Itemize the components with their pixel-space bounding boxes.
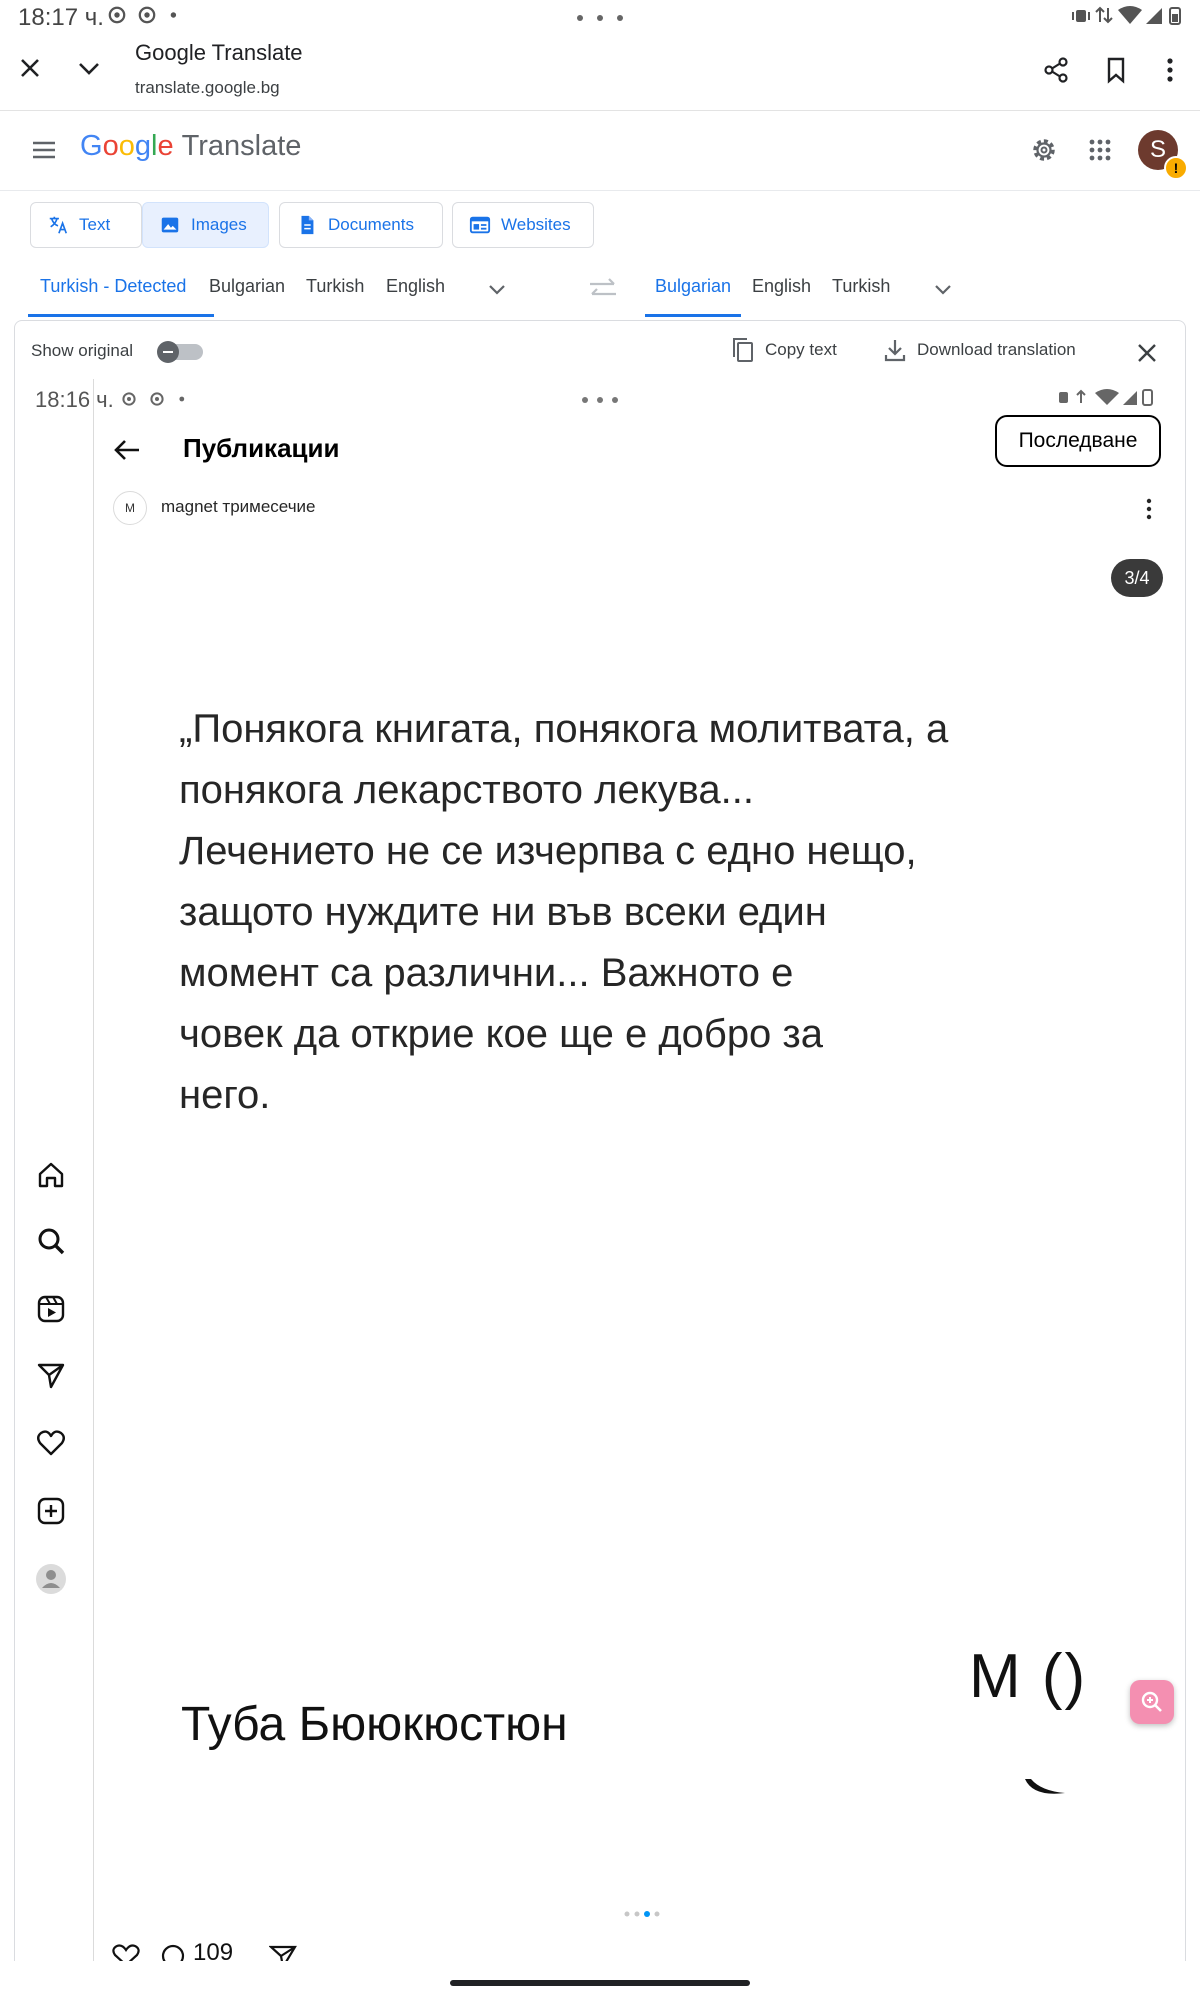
- carousel-dots: [621, 1909, 661, 1919]
- chrome-icon: [149, 391, 165, 407]
- chevron-down-icon[interactable]: [72, 52, 106, 86]
- quote-line: Лечението не се изчерпва с едно нещо,: [179, 829, 917, 873]
- document-icon: [296, 214, 318, 236]
- custom-tab-bar: [0, 34, 1200, 111]
- chrome-icon: [121, 391, 137, 407]
- more-vert-icon[interactable]: [1156, 54, 1184, 86]
- account-warning-badge: !: [1164, 156, 1188, 180]
- dot-icon: [177, 391, 193, 407]
- source-lang-english[interactable]: English: [386, 276, 446, 296]
- search-icon: [35, 1225, 67, 1257]
- image-icon: [159, 214, 181, 236]
- send-icon: [35, 1359, 67, 1391]
- language-bar: [14, 258, 1184, 320]
- mode-images-button[interactable]: [142, 202, 269, 248]
- comment-icon: [159, 1943, 187, 1961]
- copy-text-button[interactable]: [731, 335, 837, 365]
- quote-line: понякога лекарството лекува...: [179, 768, 755, 812]
- inner-sidebar: [15, 379, 94, 1961]
- back-arrow-icon: [111, 433, 145, 467]
- swoosh-mark: [1015, 1775, 1075, 1799]
- download-translation-label: Download translation: [917, 340, 1076, 359]
- more-dots-icon: [576, 14, 624, 22]
- inner-account-logo: M: [113, 491, 147, 525]
- inner-post-actions: [111, 1939, 371, 1961]
- reels-icon: [35, 1293, 67, 1325]
- copy-icon: [731, 337, 755, 363]
- system-status-icons: [1072, 4, 1182, 26]
- swap-languages-icon[interactable]: [586, 274, 620, 304]
- download-icon: [883, 337, 907, 363]
- inner-account-name: magnet тримесечие: [161, 497, 316, 516]
- zoom-lens-button[interactable]: [1130, 1680, 1174, 1724]
- chrome-icon: [138, 6, 156, 24]
- show-original-toggle[interactable]: [157, 341, 205, 363]
- google-translate-logo[interactable]: Google Translate: [80, 130, 302, 162]
- settings-gear-icon[interactable]: [1028, 134, 1060, 166]
- inner-status-icons: [1055, 387, 1155, 407]
- heart-icon: [35, 1427, 67, 1459]
- share-send-icon: [269, 1943, 297, 1961]
- mode-websites-label: Websites: [501, 215, 571, 234]
- inner-slide-counter: 3/4: [1111, 559, 1163, 597]
- translate-icon: [47, 214, 69, 236]
- source-lang-turkish[interactable]: Turkish: [306, 276, 365, 296]
- result-toolbar: [15, 321, 1185, 379]
- bookmark-icon[interactable]: [1100, 54, 1132, 86]
- chrome-icon: [108, 6, 126, 24]
- more-vert-icon: [1145, 497, 1153, 521]
- translate-header: [0, 110, 1200, 191]
- target-lang-indicator: [645, 314, 741, 317]
- inner-quote-author: Туба Бююкюстюн: [181, 1698, 568, 1751]
- quote-line: момент са различни... Важното е: [179, 951, 794, 995]
- source-lang-detected[interactable]: Turkish - Detected: [40, 276, 187, 296]
- close-icon[interactable]: [14, 52, 46, 84]
- download-translation-button[interactable]: [883, 335, 1076, 365]
- mode-documents-label: Documents: [328, 215, 414, 234]
- source-lang-indicator: [28, 314, 214, 317]
- quote-line: него.: [179, 1073, 271, 1117]
- translation-result-panel: [14, 320, 1186, 1961]
- copy-text-label: Copy text: [765, 340, 837, 359]
- home-icon: [35, 1159, 67, 1191]
- status-bar: [0, 0, 1200, 34]
- mode-images-label: Images: [191, 215, 247, 234]
- quote-line: „Понякога книгата, понякога молитвата, а: [179, 707, 949, 751]
- add-icon: [35, 1495, 67, 1527]
- mode-documents-button[interactable]: [279, 202, 443, 248]
- mode-text-button[interactable]: [30, 202, 142, 248]
- account-avatar[interactable]: S: [1138, 130, 1178, 170]
- source-lang-more-chevron-icon[interactable]: [484, 276, 510, 302]
- tab-page-url: translate.google.bg: [135, 78, 280, 97]
- gesture-nav-bar[interactable]: [450, 1980, 750, 1986]
- more-dots-icon: [581, 396, 619, 404]
- quote-line: човек да открие кое ще е добро за: [179, 1012, 824, 1056]
- like-icon: [111, 1943, 141, 1961]
- translated-quote: [179, 699, 1079, 1126]
- target-lang-english[interactable]: English: [752, 276, 812, 296]
- target-lang-turkish[interactable]: Turkish: [832, 276, 891, 296]
- inner-status-time: 18:16 ч.: [35, 387, 114, 412]
- mode-websites-button[interactable]: [452, 202, 594, 248]
- mode-text-label: Text: [79, 215, 111, 234]
- target-lang-more-chevron-icon[interactable]: [930, 276, 956, 302]
- profile-icon: [35, 1563, 67, 1595]
- target-lang-bulgarian[interactable]: Bulgarian: [655, 276, 732, 296]
- translated-image: [15, 379, 1185, 1961]
- inner-brand-mark: M (): [969, 1642, 1088, 1711]
- dot-icon: [168, 6, 186, 24]
- quote-line: защото нуждите ни във всеки един: [179, 890, 827, 934]
- status-time: 18:17 ч.: [18, 4, 104, 31]
- zoom-in-icon: [1140, 1690, 1164, 1714]
- tab-page-title: Google Translate: [135, 40, 303, 65]
- hamburger-menu-icon[interactable]: [28, 134, 60, 166]
- show-original-label: Show original: [31, 341, 134, 360]
- share-icon[interactable]: [1040, 54, 1072, 86]
- website-icon: [469, 214, 491, 236]
- apps-grid-icon[interactable]: [1084, 134, 1116, 166]
- source-lang-bulgarian[interactable]: Bulgarian: [209, 276, 286, 296]
- product-name: Translate: [181, 130, 302, 162]
- comment-count: 109: [193, 1939, 234, 1961]
- inner-follow-button: Последване: [995, 415, 1161, 467]
- close-result-icon[interactable]: [1133, 339, 1161, 367]
- inner-page-title: Публикации: [183, 433, 340, 463]
